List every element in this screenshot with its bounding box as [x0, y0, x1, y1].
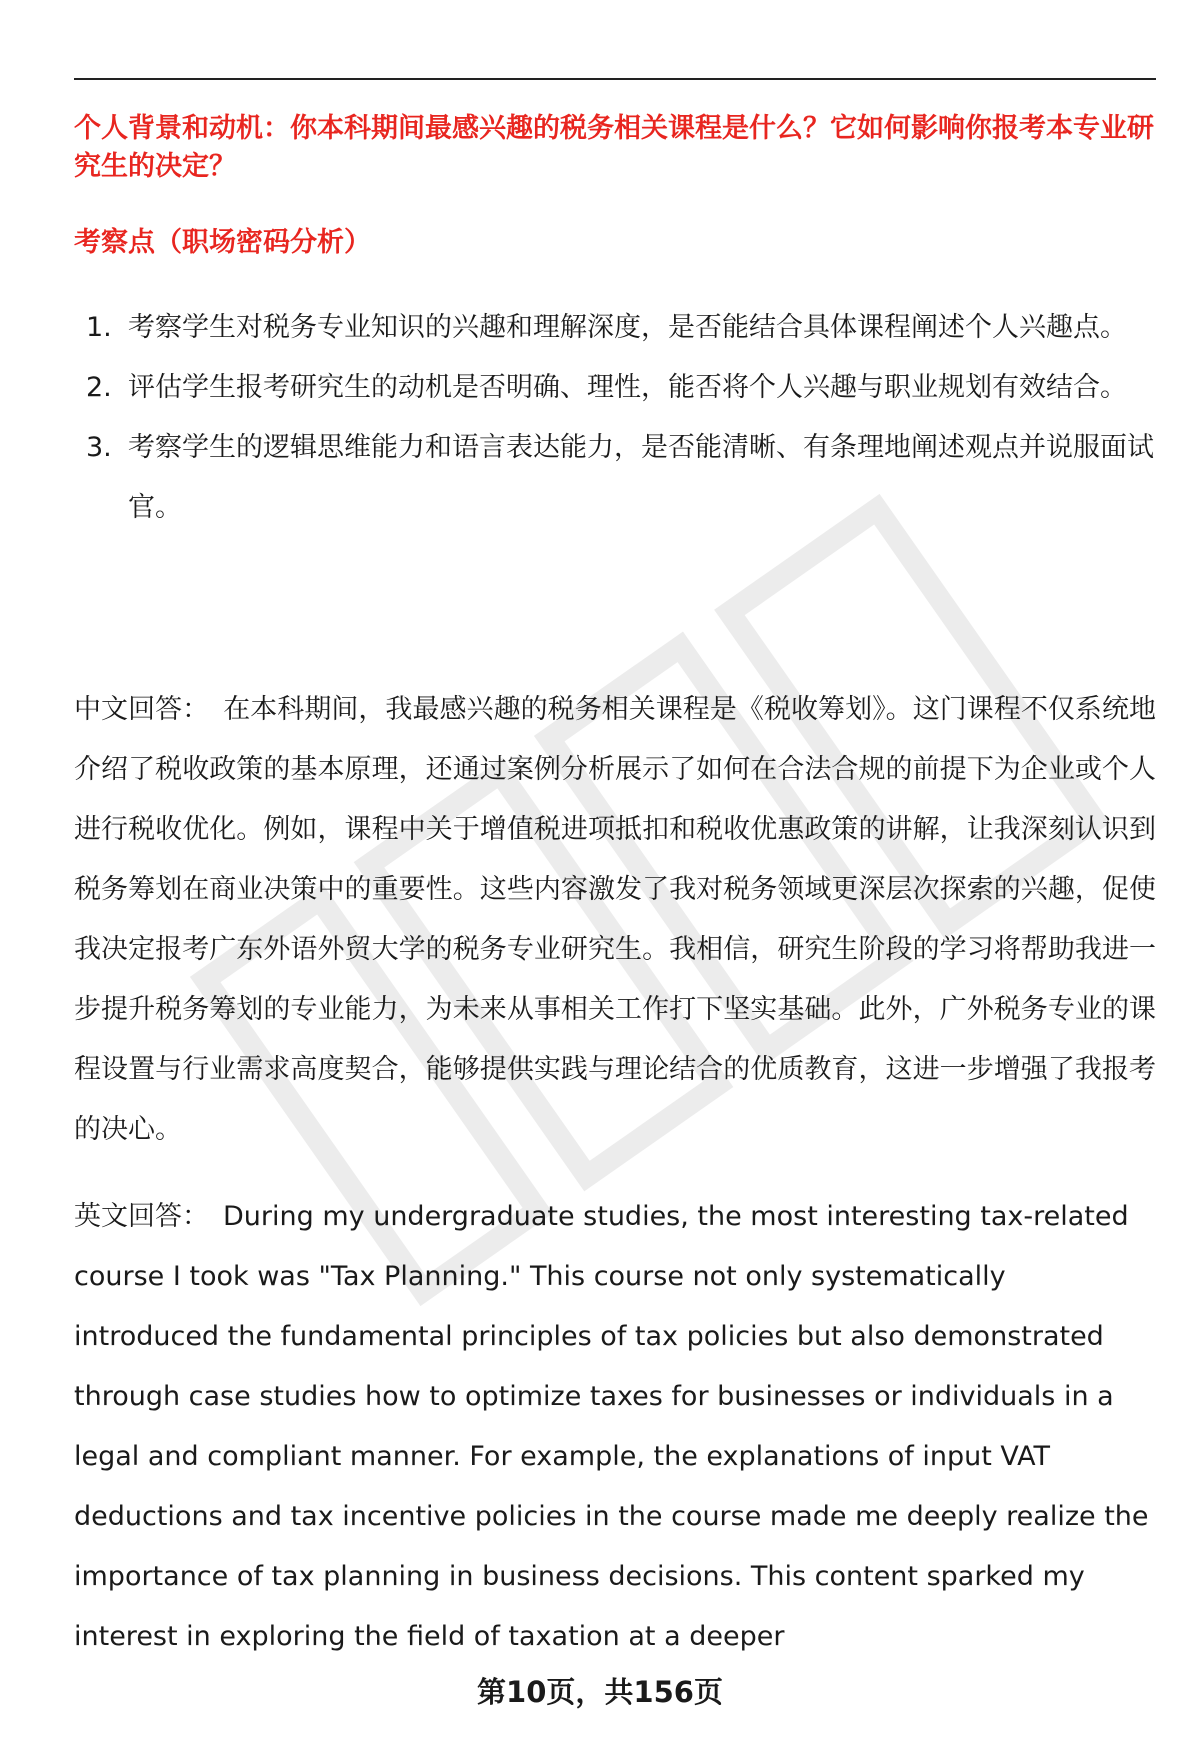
assessment-points-list [74, 298, 1156, 538]
interview-question: 个人背景和动机：你本科期间最感兴趣的税务相关课程是什么？它如何影响你报考本专业研究生的决定？ [74, 113, 1154, 182]
assessment-point [74, 298, 1156, 358]
assessment-point [74, 418, 1156, 538]
english-answer [74, 1187, 1156, 1667]
chinese-answer [74, 680, 1156, 1160]
top-divider [74, 78, 1156, 80]
point-text: 考察学生对税务专业知识的兴趣和理解深度，是否能结合具体课程阐述个人兴趣点。 [128, 312, 1127, 343]
english-answer-text: During my undergraduate studies, the most interesting tax-related course I took was "Tax Planning." This course not only systematically introduced the fundamental principles of tax policies but also demonstrated through case studies how to optimize taxes for businesses or individuals in a legal and compliant manner. For example, the explanations of input VAT deductions and tax incentive policies in the course made me deeply realize the importance of tax planning in business decisions. This content sparked my interest in exploring the field of taxation at a deeper [74, 1201, 1149, 1652]
chinese-answer-label: 中文回答： [74, 694, 210, 725]
chinese-answer-text: 在本科期间，我最感兴趣的税务相关课程是《税收筹划》。这门课程不仅系统地介绍了税收政策的基本原理，还通过案例分析展示了如何在合法合规的前提下为企业或个人进行税收优化。例如，课程中关于增值税进项抵扣和税收优惠政策的讲解，让我深刻认识到税务筹划在商业决策中的重要性。这些内容激发了我对税务领域更深层次探索的兴趣，促使我决定报考广东外语外贸大学的税务专业研究生。我相信，研究生阶段的学习将帮助我进一步提升税务筹划的专业能力，为未来从事相关工作打下坚实基础。此外，广外税务专业的课程设置与行业需求高度契合，能够提供实践与理论结合的优质教育，这进一步增强了我报考的决心。 [74, 694, 1157, 1145]
point-number: 3. [86, 432, 112, 463]
point-text: 考察学生的逻辑思维能力和语言表达能力，是否能清晰、有条理地阐述观点并说服面试官。 [128, 432, 1154, 523]
point-number: 2. [86, 372, 112, 403]
english-answer-label: 英文回答： [74, 1201, 209, 1232]
point-text: 评估学生报考研究生的动机是否明确、理性，能否将个人兴趣与职业规划有效结合。 [128, 372, 1127, 403]
assessment-heading: 考察点（职场密码分析） [74, 227, 371, 258]
assessment-point [74, 358, 1156, 418]
point-number: 1. [86, 312, 112, 343]
page-number-footer: 第10页，共156页 [477, 1675, 723, 1709]
